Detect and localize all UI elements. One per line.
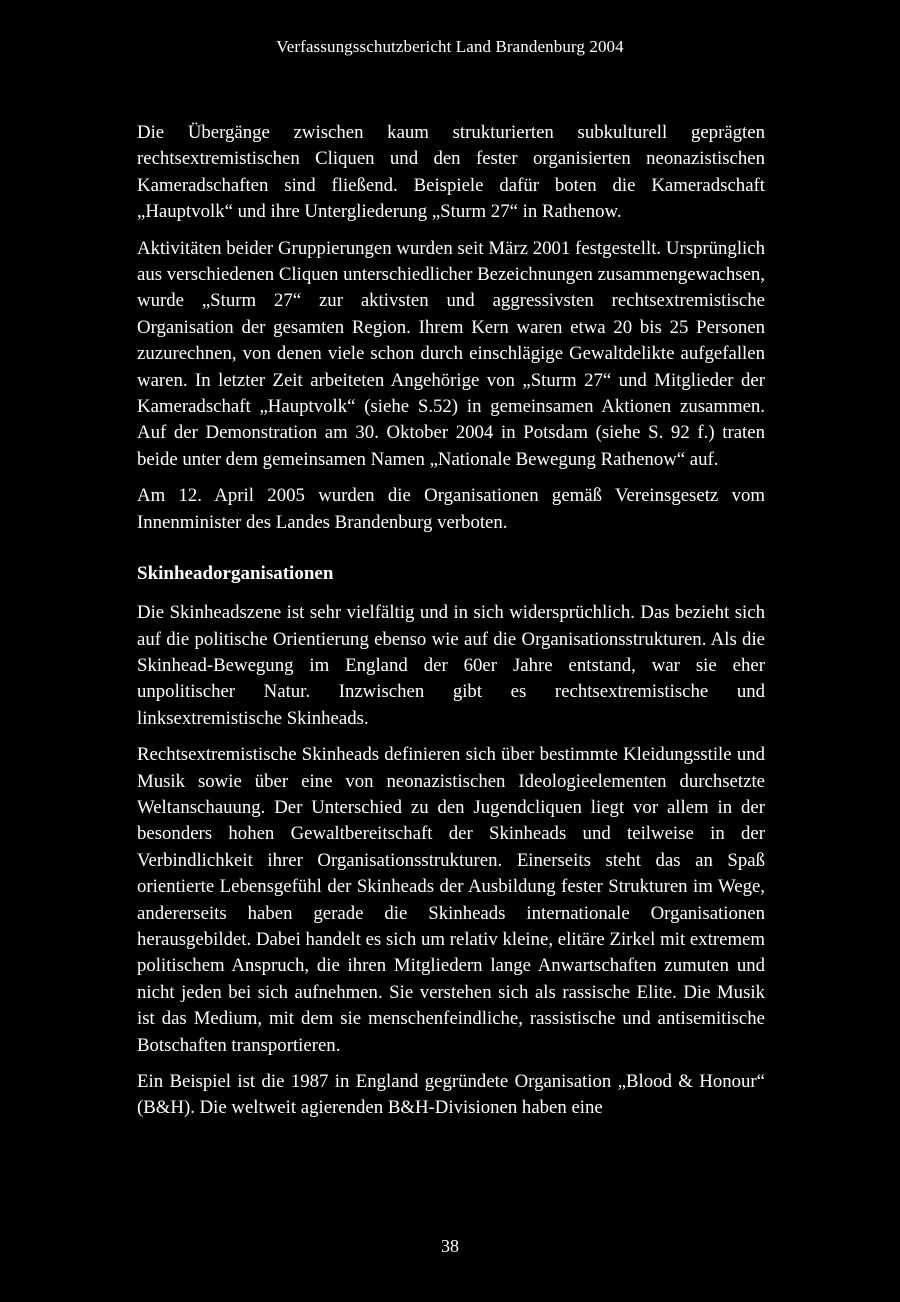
body-paragraph: Aktivitäten beider Gruppierungen wurden seit März 2001 festgestellt. Ursprünglich aus verschiedenen Cliquen unterschiedlicher Bezeichnungen zusammengewachsen, wurde „Sturm 27“ zur aktivsten und aggressivsten rechtsextremistische Organisation der gesamten Region. Ihrem Kern waren etwa 20 bis 25 Personen zuzurechnen, von denen viele schon durch einschlägige Gewaltdelikte aufgefallen waren. In letzter Zeit arbeiteten Angehörige von „Sturm 27“ und Mitglieder der Kameradschaft „Hauptvolk“ (siehe S.52) in gemeinsamen Aktionen zusammen. Auf der Demonstration am 30. Oktober 2004 in Potsdam (siehe S. 92 f.) traten beide unter dem gemeinsamen Namen „Nationale Bewegung Rathenow“ auf. xyxy=(137,237,765,470)
page-body xyxy=(137,120,765,1132)
page-number: 38 xyxy=(441,1236,459,1256)
body-paragraph: Rechtsextremistische Skinheads definieren sich über bestimmte Kleidungsstile und Musik sowie über eine von neonazistischen Ideologieelementen durchsetzte Weltanschauung. Der Unterschied zu den Jugendcliquen liegt vor allem in der besonders hohen Gewaltbereitschaft der Skinheads und teilweise in der Verbindlichkeit ihrer Organisationsstrukturen. Einerseits steht das an Spaß orientierte Lebensgefühl der Skinheads der Ausbildung fester Strukturen im Wege, andererseits haben gerade die Skinheads internationale Organisationen herausgebildet. Dabei handelt es sich um relativ kleine, elitäre Zirkel mit extremem politischem Anspruch, die ihren Mitgliedern lange Anwartschaften zumuten und nicht jeden bei sich aufnehmen. Sie verstehen sich als rassische Elite. Die Musik ist das Medium, mit dem sie menschenfeindliche, rassistische und antisemitische Botschaften transportieren. xyxy=(137,744,765,1056)
body-paragraph: Am 12. April 2005 wurden die Organisationen gemäß Vereinsgesetz vom Innenminister des Landes Brandenburg verboten. xyxy=(137,485,765,533)
body-paragraph: Die Skinheadszene ist sehr vielfältig und in sich widersprüchlich. Das bezieht sich auf die politische Orientierung ebenso wie auf die Organisationsstrukturen. Als die Skinhead-Bewegung im England der 60er Jahre entstand, war sie eher unpolitischer Natur. Inzwischen gibt es rechtsextremistische und linksextremistische Skinheads. xyxy=(137,602,765,729)
section-heading: Skinheadorganisationen xyxy=(137,563,334,585)
running-header: Verfassungsschutzbericht Land Brandenburg 2004 xyxy=(276,37,624,56)
body-paragraph: Ein Beispiel ist die 1987 in England gegründete Organisation „Blood & Honour“ (B&H). Die weltweit agierenden B&H-Divisionen haben eine xyxy=(137,1071,765,1119)
body-paragraph: Die Übergänge zwischen kaum strukturierten subkulturell geprägten rechtsextremistischen Cliquen und den fester organisierten neonazistischen Kameradschaften sind fließend. Beispiele dafür boten die Kameradschaft „Hauptvolk“ und ihre Untergliederung „Sturm 27“ in Rathenow. xyxy=(137,122,765,223)
